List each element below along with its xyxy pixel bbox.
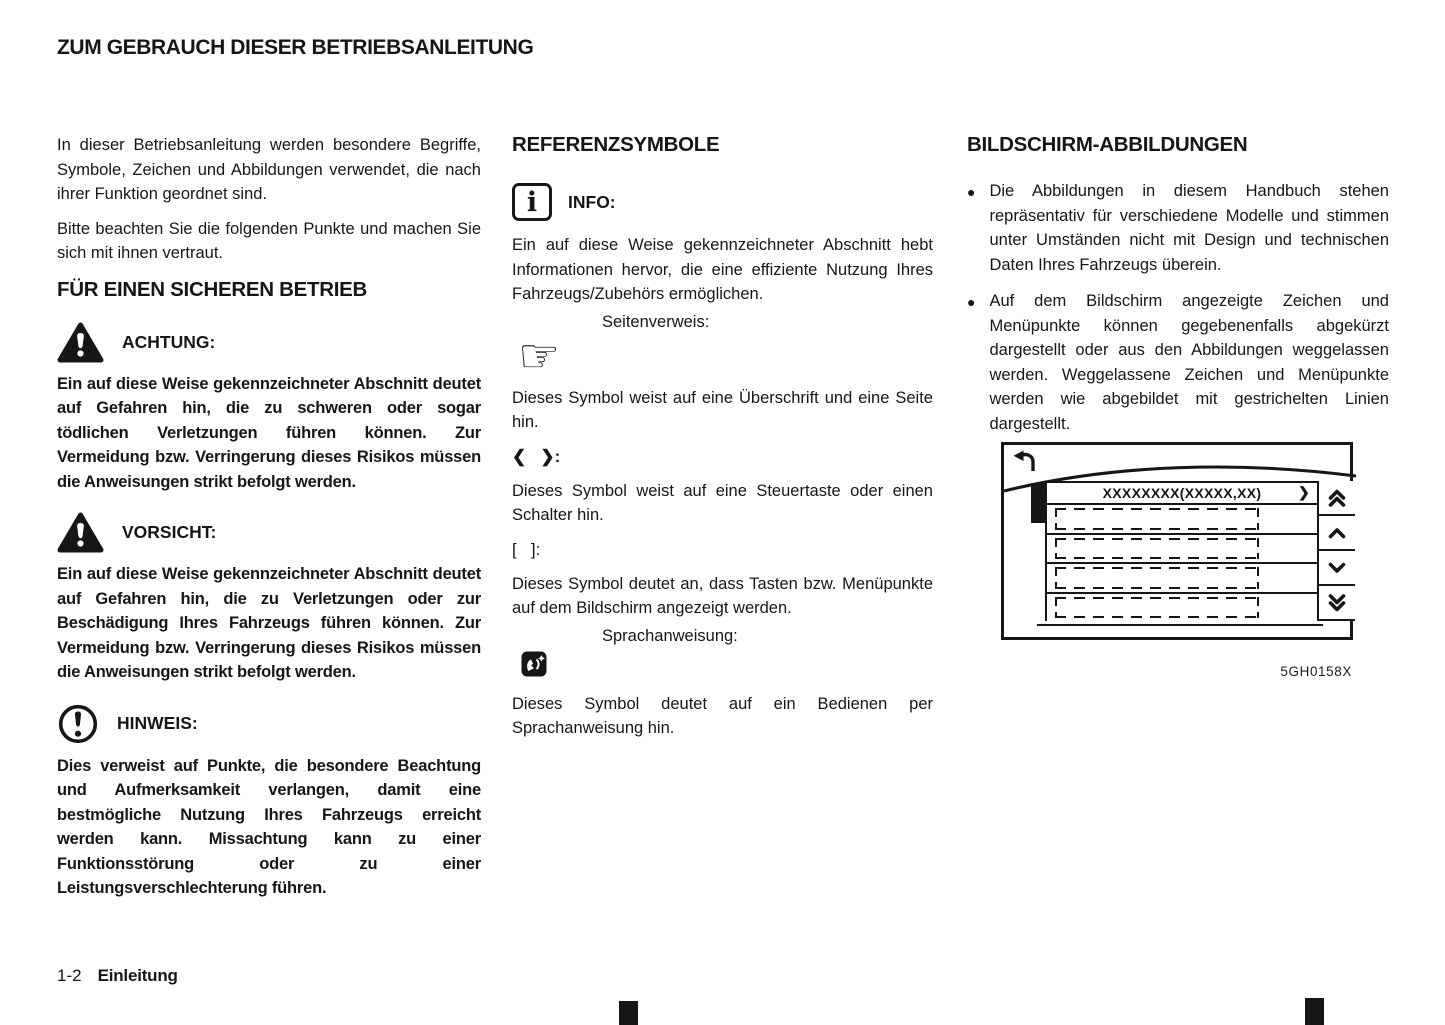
exclamation-circle-icon — [57, 703, 99, 745]
bullet-item — [967, 289, 1389, 436]
dashed-placeholder-box — [1055, 538, 1259, 560]
column-right — [967, 133, 1389, 679]
menu-list — [1045, 481, 1317, 621]
angle-brackets-symbol: ❮ ❯: — [512, 446, 561, 466]
voice-command-text: Dieses Symbol deutet auf ein Bedienen per Sprachanweisung hin. — [512, 694, 933, 737]
screen-base-line — [1037, 624, 1323, 626]
dashed-placeholder-box — [1055, 567, 1259, 589]
menu-row-placeholder — [1047, 594, 1317, 622]
double-chevron-down-icon — [1328, 594, 1346, 612]
warning-triangle-icon — [57, 322, 104, 363]
chevron-right-icon: ❯ — [1297, 484, 1310, 500]
menu-row-selected — [1047, 483, 1317, 505]
bullet-item — [967, 179, 1389, 277]
back-arrow-icon — [1011, 450, 1037, 472]
chevron-up-icon — [1328, 527, 1346, 539]
page-reference-text: Dieses Symbol weist auf eine Überschrift und eine Seite hin. — [512, 388, 933, 431]
page-title: ZUM GEBRAUCH DIESER BETRIEBSANLEITUNG — [57, 36, 534, 59]
warning-label-achtung: ACHTUNG: — [122, 331, 216, 352]
page-footer — [57, 966, 178, 986]
voice-command-label: Sprachanweisung: — [602, 626, 738, 645]
page-reference-label: Seitenverweis: — [602, 312, 710, 331]
warning-block-vorsicht — [57, 512, 481, 685]
warning-text-hinweis: Dies verweist auf Punkte, die besondere Beachtung und Aufmerksamkeit verlangen, damit eine bestmögliche Nutzung Ihres Fahrzeugs erreicht werden kann. Missachtung kann zu einer Funktionsstörung oder zu einer Leistungsverschlechterung führen. — [57, 756, 481, 897]
menu-row-placeholder — [1047, 564, 1317, 594]
warning-header — [57, 703, 481, 745]
intro-paragraph-1: In dieser Betriebsanleitung werden besondere Begriffe, Symbole, Zeichen und Abbildungen verwendet, die nach ihrer Funktion geordnet sind. — [57, 136, 481, 203]
square-brackets-symbol: [ ]: — [512, 539, 541, 559]
warning-text-vorsicht: Ein auf diese Weise gekennzeichneter Abschnitt deutet auf Gefahren hin, die zu Verletzungen oder zur Beschädigung Ihres Fahrzeugs führen können. Zur Vermeidung bzw. Verringerung dieses Risikos müssen die Anweisungen strikt befolgt werden. — [57, 565, 481, 681]
dashed-placeholder-box — [1055, 508, 1259, 530]
warning-label-hinweis: HINWEIS: — [117, 713, 198, 733]
chevron-down-icon — [1328, 562, 1346, 574]
pointing-hand-icon: ☞ — [518, 328, 561, 382]
warning-header — [57, 322, 481, 363]
info-header — [512, 183, 933, 221]
binding-mark — [619, 1001, 638, 1025]
menu-row-placeholder — [1047, 535, 1317, 565]
control-key-text: Dieses Symbol weist auf eine Steuertaste oder einen Schalter hin. — [512, 481, 933, 524]
column-middle — [512, 133, 933, 741]
figure-code: 5GH0158X — [1280, 664, 1352, 679]
warning-header — [57, 512, 481, 553]
menu-row-placeholder — [1047, 505, 1317, 535]
scroll-button-column — [1317, 481, 1355, 621]
info-icon — [512, 183, 552, 221]
screen-key-text: Dieses Symbol deutet an, dass Tasten bzw. Menüpunkte auf dem Bildschirm angezeigt werden. — [512, 574, 933, 617]
section-title-screen-illustrations: BILDSCHIRM-ABBILDUNGEN — [967, 133, 1248, 156]
scroll-button — [1319, 551, 1355, 586]
warning-text-achtung: Ein auf diese Weise gekennzeichneter Abschnitt deutet auf Gefahren hin, die zu schweren oder sogar tödlichen Verletzungen führen können. Zur Vermeidung bzw. Verringerung dieses Risikos müssen die Anweisungen strikt befolgt werden. — [57, 374, 481, 491]
info-icon-glyph: i — [526, 186, 538, 218]
warning-block-hinweis — [57, 703, 481, 901]
double-chevron-up-icon — [1328, 489, 1346, 507]
warning-block-achtung — [57, 322, 481, 495]
section-title-safe-operation: FÜR EINEN SICHEREN BETRIEB — [57, 277, 367, 301]
scroll-button — [1319, 481, 1355, 516]
scroll-position-indicator — [1031, 483, 1045, 523]
menu-item-text: XXXXXXXX(XXXXX,XX) — [1102, 485, 1262, 501]
intro-paragraph-2: Bitte beachten Sie die folgenden Punkte und machen Sie sich mit ihnen vertraut. — [57, 219, 481, 262]
page-number: 1-2 — [57, 966, 82, 985]
bullet-icon: ● — [967, 184, 976, 200]
scroll-button — [1319, 586, 1355, 621]
bullet-icon: ● — [967, 294, 976, 310]
warning-label-vorsicht: VORSICHT: — [122, 522, 217, 542]
voice-command-icon — [520, 650, 548, 678]
scroll-button — [1319, 516, 1355, 551]
screen-illustration — [1001, 442, 1353, 640]
info-label: INFO: — [568, 191, 616, 212]
chapter-name: Einleitung — [97, 966, 178, 985]
bullet-text-1: Die Abbildungen in diesem Handbuch stehen repräsentativ für verschiedene Modelle und stimmen unter Umständen nicht mit Design und technischen Daten Ihres Fahrzeugs überein. — [989, 182, 1389, 274]
section-title-reference-symbols: REFERENZSYMBOLE — [512, 133, 720, 156]
column-left — [57, 133, 481, 901]
dashed-placeholder-box — [1055, 597, 1259, 619]
binding-mark — [1305, 998, 1324, 1025]
info-text: Ein auf diese Weise gekennzeichneter Abschnitt hebt Informationen hervor, die eine effiziente Nutzung Ihres Fahrzeugs/Zubehörs ermöglichen. — [512, 236, 933, 303]
warning-triangle-icon — [57, 512, 104, 553]
bullet-text-2: Auf dem Bildschirm angezeigte Zeichen und Menüpunkte können gegebenenfalls abgekürzt dargestellt oder aus den Abbildungen weggelassen werden. Weggelassene Zeichen und Menüpunkte werden wie abgebildet mit gestrichelten Linien dargestellt. — [989, 292, 1389, 433]
